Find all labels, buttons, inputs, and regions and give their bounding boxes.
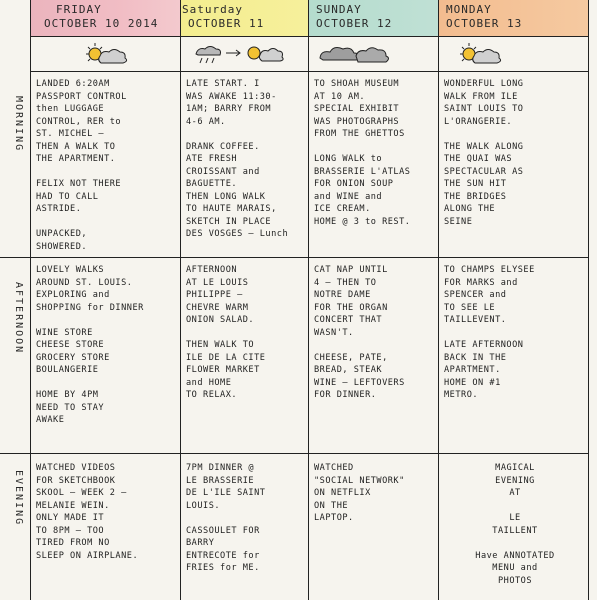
cell-saturday-evening: 7PM DINNER @ LE BRASSERIE DE L'ILE SAINT LOUIS. CASSOULET FOR BARRY ENTRECOTE for FRIES for ME. [186,463,266,573]
cell-saturday-morning: LATE START. I WAS AWAKE 11:30- 1AM; BARRY FROM 4-6 AM. DRANK COFFEE. ATE FRESH CROISSANT and BAGUETTE. THEN LONG WALK TO HAUTE MARAIS, SKETCH IN PLACE DES VOSGES — Lunch [186,79,289,239]
day-name: SUNDAY [316,3,362,16]
cloud-rain-to-sun-icon [190,40,300,70]
grid-line [588,0,589,600]
cell-monday-evening: MAGICAL EVENING AT LE TAILLENT Have ANNOTATED MENU and PHOTOS [475,463,555,586]
cell-sunday-evening: WATCHED "SOCIAL NETWORK" ON NETFLIX ON THE LAPTOP. [314,463,405,523]
cell-friday-afternoon: LOVELY WALKS AROUND ST. LOUIS. EXPLORING and SHOPPING for DINNER WINE STORE CHEESE STORE GROCERY STORE BOULANGERIE HOME BY 4PM NEED TO STAY AWAKE [36,265,144,425]
grid-line [308,0,309,600]
day-name: MONDAY [446,3,492,16]
day-date: OCTOBER 12 [316,17,393,30]
cell-sunday-afternoon: CAT NAP UNTIL 4 — THEN TO NOTRE DAME FOR THE ORGAN CONCERT THAT WASN'T. CHEESE, PATE, BREAD, STEAK WINE — LEFTOVERS FOR DINNER. [314,265,405,400]
day-header-saturday [182,3,264,31]
cell-monday-morning: WONDERFUL LONG WALK FROM ILE SAINT LOUIS TO L'ORANGERIE. THE WALK ALONG THE QUAI WAS SPECTACULAR AS THE SUN HIT THE BRIDGES ALONG THE SEINE [444,79,524,227]
cell-saturday-afternoon: AFTERNOON AT LE LOUIS PHILIPPE — CHEVRE WARM ONION SALAD. THEN WALK TO ILE DE LA CITE FLOWER MARKET and HOME TO RELAX. [186,265,266,400]
day-header-sunday [316,3,392,31]
day-header-friday [44,3,158,31]
grid-line [30,0,31,600]
cell-sunday-morning: TO SHOAH MUSEUM AT 10 AM. SPECIAL EXHIBIT WAS PHOTOGRAPHS FROM THE GHETTOS LONG WALK to BRASSERIE L'ATLAS FOR ONION SOUP and WINE and ICE CREAM. HOME @ 3 to REST. [314,79,411,227]
day-name: FRIDAY [56,3,102,16]
row-label-evening: EVENING [13,470,24,527]
cell-friday-morning: LANDED 6:20AM PASSPORT CONTROL then LUGGAGE CONTROL, RER to ST. MICHEL — THEN A WALK TO THE APARTMENT. FELIX NOT THERE HAD TO CALL ASTRIDE. UNPACKED, SHOWERED. [36,79,127,252]
grid-line [30,36,588,37]
grid-line [30,71,588,72]
day-name: Saturday [182,3,243,16]
day-header-monday [446,3,522,31]
grid-line [0,257,588,258]
row-label-morning: MORNING [13,96,24,153]
grid-line [180,0,181,600]
day-date: OCTOBER 13 [446,17,523,30]
day-date: OCTOBER 11 [188,17,265,30]
grid-line [0,453,588,454]
day-date: OCTOBER 10 2014 [44,17,159,30]
sun-behind-cloud-icon [452,40,512,70]
cell-friday-evening: WATCHED VIDEOS FOR SKETCHBOOK SKOOL — WEEK 2 — MELANIE WEIN. ONLY MADE IT TO 8PM — TOO TIRED FROM NO SLEEP ON AIRPLANE. [36,463,139,561]
cell-monday-afternoon: TO CHAMPS ELYSEE FOR MARKS and SPENCER and TO SEE LE TAILLEVENT. LATE AFTERNOON BACK IN THE APARTMENT. HOME ON #1 METRO. [444,265,535,400]
overcast-clouds-icon [316,40,406,70]
sun-behind-cloud-icon [78,40,138,70]
grid-line [438,0,439,600]
row-label-afternoon: AFTERNOON [13,282,24,355]
